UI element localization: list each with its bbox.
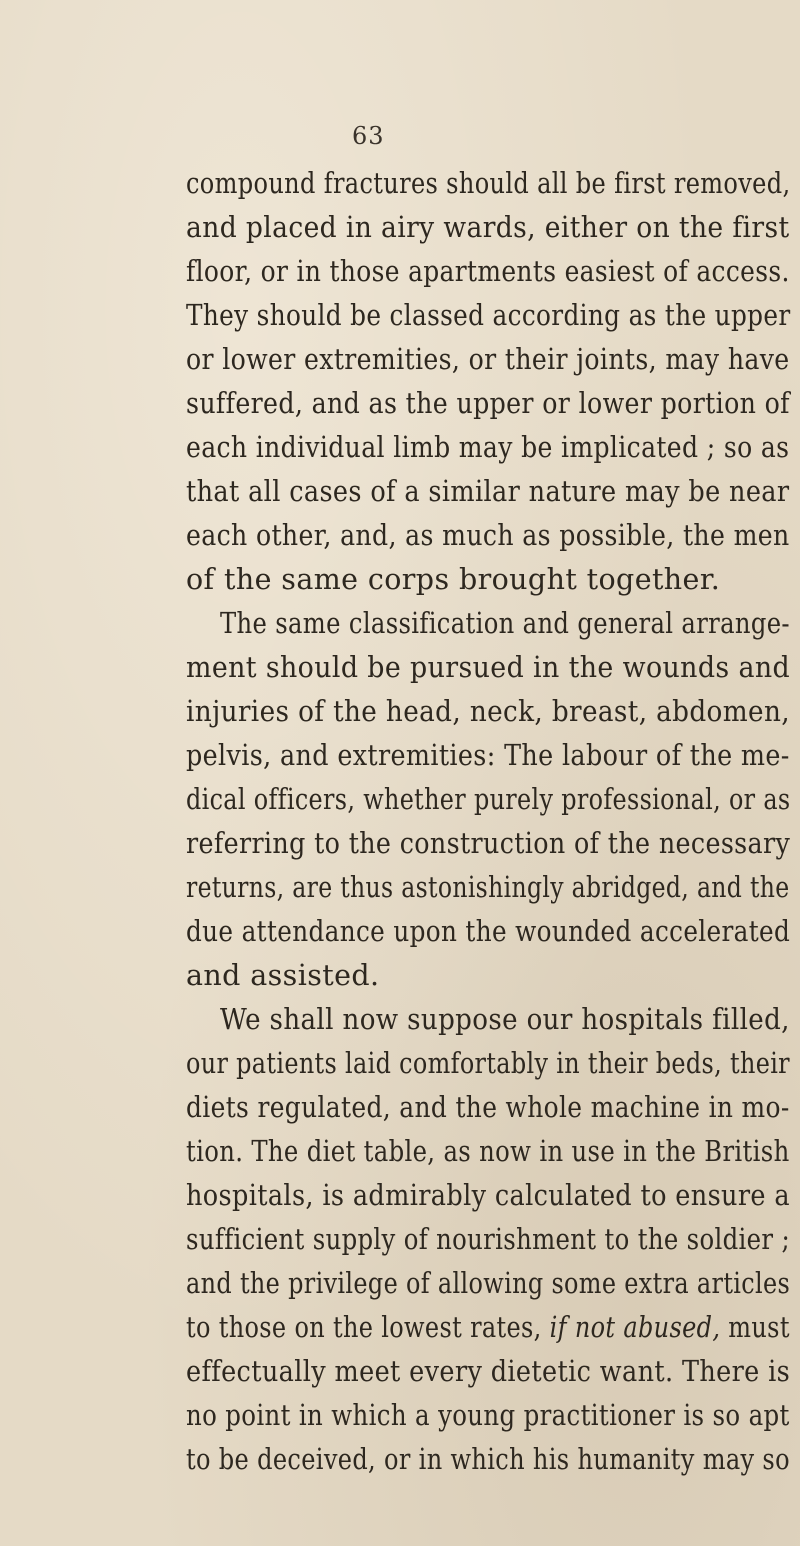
text-line: They should be classed according as the upper	[186, 299, 791, 332]
text-line: sufficient supply of nourishment to the soldier ;	[186, 1223, 791, 1256]
text-line: due attendance upon the wounded accelerated	[186, 915, 791, 948]
text-line: hospitals, is admirably calculated to ensure a	[186, 1179, 790, 1212]
text-line: effectually meet every dietetic want. There is	[186, 1355, 791, 1388]
text-line: and the privilege of allowing some extra articles	[186, 1267, 791, 1300]
text-line: diets regulated, and the whole machine in mo-	[186, 1091, 790, 1124]
text-span: to those on the lowest rates,	[186, 1311, 542, 1344]
text-line: and placed in airy wards, either on the first	[186, 211, 790, 244]
text-line: suffered, and as the upper or lower portion of	[186, 387, 790, 420]
page-number: 63	[352, 122, 385, 150]
text-line: that all cases of a similar nature may be near	[186, 475, 790, 508]
text-line: our patients laid comfortably in their beds, their	[186, 1047, 790, 1080]
text-line: to be deceived, or in which his humanity may so	[186, 1443, 790, 1476]
text-line: each other, and, as much as possible, the men	[186, 519, 790, 552]
text-line: tion. The diet table, as now in use in the British	[186, 1135, 790, 1168]
text-line: of the same corps brought together.	[186, 563, 721, 596]
text-line: ment should be pursued in the wounds and	[186, 651, 791, 684]
text-line: no point in which a young practitioner is so apt	[186, 1399, 790, 1432]
text-line: compound fractures should all be first removed,	[186, 167, 791, 200]
text-line: or lower extremities, or their joints, may have	[186, 343, 790, 376]
text-line: We shall now suppose our hospitals filled,	[220, 1003, 790, 1036]
text-span: must	[728, 1311, 790, 1344]
text-line: pelvis, and extremities: The labour of the me-	[186, 739, 790, 772]
italic-phrase: if not abused,	[549, 1311, 721, 1344]
text-line: returns, are thus astonishingly abridged, and the	[186, 871, 790, 904]
text-line: dical officers, whether purely professional, or as	[186, 783, 791, 816]
text-line: and assisted.	[186, 959, 380, 992]
text-line: referring to the construction of the necessary	[186, 827, 791, 860]
text-line: The same classification and general arrange-	[220, 607, 790, 640]
text-line: floor, or in those apartments easiest of access.	[186, 255, 790, 288]
text-line: injuries of the head, neck, breast, abdomen,	[186, 695, 790, 728]
text-line: each individual limb may be implicated ; so as	[186, 431, 790, 464]
text-line	[186, 1306, 790, 1350]
